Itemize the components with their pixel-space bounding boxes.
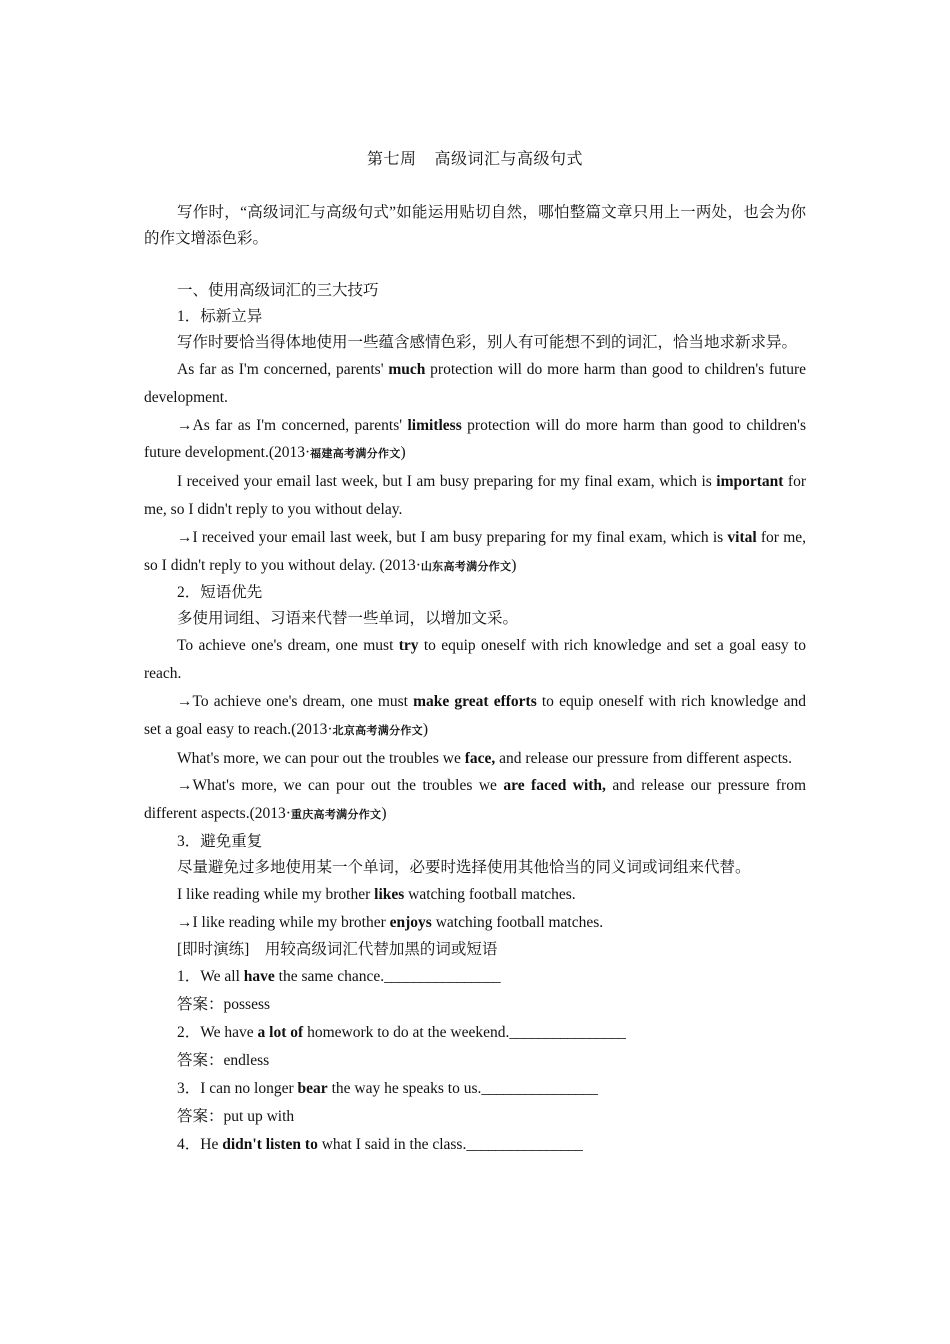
exercise-answer: 答案：possess — [177, 995, 271, 1013]
source-note: 山东高考满分作文 — [420, 559, 512, 573]
tip-heading: 3．避免重复 — [177, 832, 263, 850]
example-original: What's more, we can pour out the troubles we face, and release our pressure from different aspects. — [177, 749, 792, 767]
example-original: As far as I'm concerned, parents' much protection will do more harm than good to children's future development. — [144, 361, 806, 406]
practice-instruction: 用较高级词汇代替加黑的词或短语 — [264, 940, 498, 958]
source-note: 重庆高考满分作文 — [290, 808, 382, 822]
tip-heading: 2．短语优先 — [177, 584, 263, 602]
answer-blank: ________________ — [481, 1079, 598, 1097]
example-improved: →What's more, we can pour out the troubles we are faced with, and release our pressure from different aspects.(2013·重庆高考满分作文) — [144, 777, 806, 823]
example-improved: →As far as I'm concerned, parents' limitless protection will do more harm than good to children's future development.(2013·福建高考满分作文) — [144, 416, 807, 462]
practice-heading — [144, 937, 806, 963]
example-improved: →I like reading while my brother enjoys watching football matches. — [177, 913, 604, 931]
exercise-item: 2．We have a lot of homework to do at the weekend.________________ — [177, 1023, 626, 1041]
intro-paragraph: 写作时，“高级词汇与高级句式”如能运用贴切自然，哪怕整篇文章只用上一两处，也会为你的作文增添色彩。 — [144, 204, 806, 247]
exercise-answer: 答案：endless — [177, 1051, 270, 1069]
exercise-item: 4．He didn't listen to what I said in the class.________________ — [177, 1135, 583, 1153]
tip-description: 多使用词组、习语来代替一些单词，以增加文采。 — [177, 610, 519, 628]
section-heading: 一、使用高级词汇的三大技巧 — [177, 282, 379, 299]
exercise-item: 1．We all have the same chance.________________ — [177, 967, 501, 985]
tip-description: 尽量避免过多地使用某一个单词，必要时选择使用其他恰当的同义词或词组来代替。 — [177, 858, 751, 876]
example-original: To achieve one's dream, one must try to equip oneself with rich knowledge and set a goal easy to reach. — [144, 637, 806, 683]
answer-blank: ________________ — [509, 1023, 626, 1041]
exercise-answer: 答案：put up with — [177, 1107, 295, 1125]
practice-label: [即时演练] — [177, 940, 250, 958]
tip-heading: 1．标新立异 — [177, 308, 263, 325]
document-page — [144, 148, 806, 1159]
answer-blank: ________________ — [384, 967, 501, 985]
example-original: I like reading while my brother likes watching football matches. — [177, 885, 576, 903]
answer-blank: ________________ — [466, 1135, 583, 1153]
source-note: 福建高考满分作文 — [310, 447, 401, 461]
title-week: 第七周 — [366, 151, 417, 168]
example-improved: →I received your email last week, but I am busy preparing for my final exam, which is vital for me, so I didn't reply to you without delay. (2013·山东高考满分作文) — [144, 528, 807, 574]
tip-description: 写作时要恰当得体地使用一些蕴含感情色彩，别人有可能想不到的词汇，恰当地求新求异。 — [177, 334, 798, 351]
example-improved: →To achieve one's dream, one must make great efforts to equip oneself with rich knowledge and set a goal easy to reach.(2013·北京高考满分作文) — [144, 692, 806, 738]
example-original: I received your email last week, but I am busy preparing for my final exam, which is important for me, so I didn't reply to you without delay. — [144, 473, 807, 518]
page-title — [144, 148, 806, 172]
title-topic: 高级词汇与高级句式 — [434, 151, 584, 168]
exercise-item: 3．I can no longer bear the way he speaks to us.________________ — [177, 1079, 598, 1097]
source-note: 北京高考满分作文 — [332, 723, 423, 737]
